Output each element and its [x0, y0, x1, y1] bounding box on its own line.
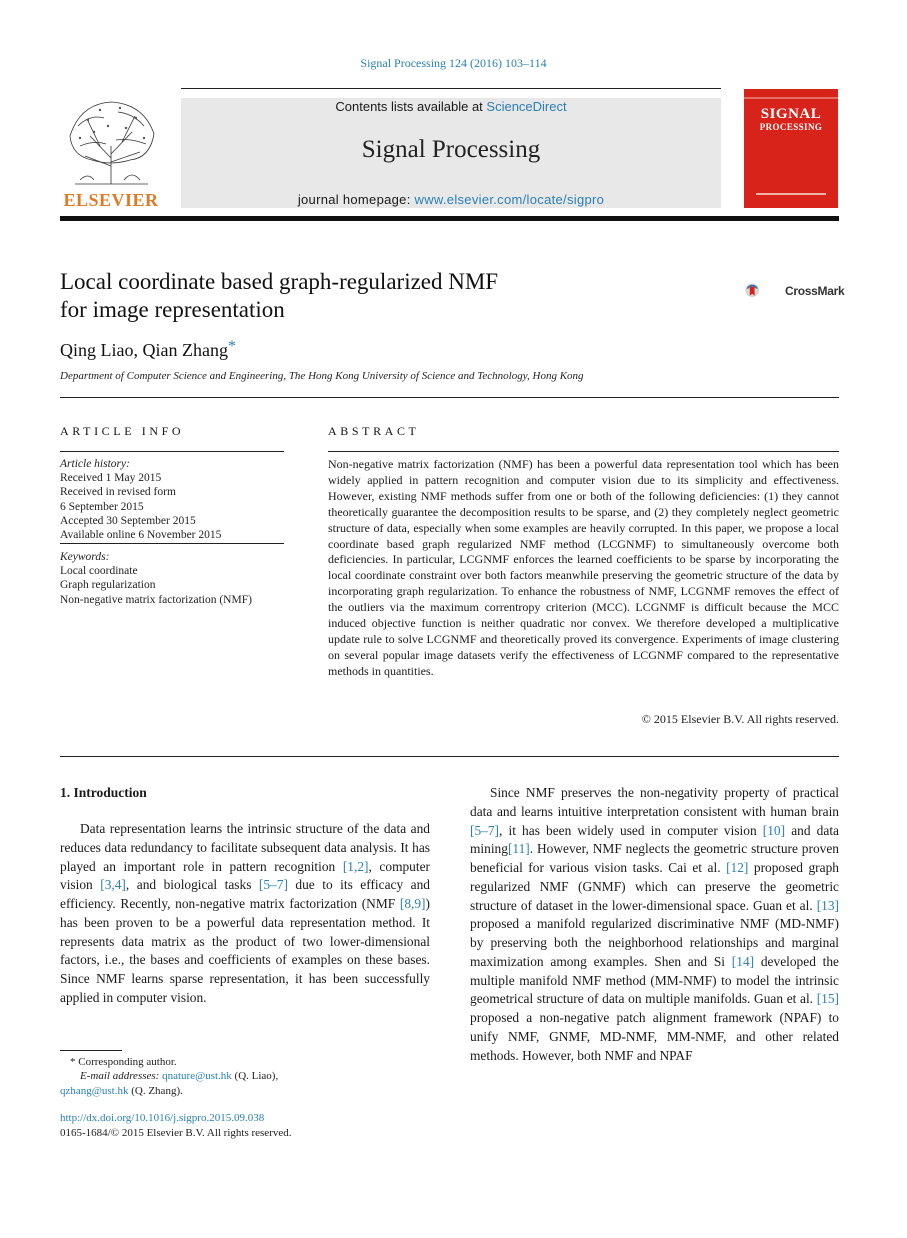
- keyword-item: Graph regularization: [60, 579, 156, 592]
- body-text: Data representation learns the intrinsic structure of the data and reduces data redundancy to facilitate subsequent data analysis. It has played an important role in pattern recognition: [60, 821, 430, 874]
- corresponding-author-mark[interactable]: *: [227, 338, 236, 355]
- citation-link[interactable]: [1,2]: [342, 858, 369, 874]
- keywords-block: [60, 550, 284, 607]
- body-text: developed the multiple manifold NMF method (MM-NMF) to model the intrinsic geometrical structure of data on multiple manifolds. Guan et al.: [470, 953, 839, 1007]
- article-history: [60, 457, 284, 542]
- sciencedirect-link[interactable]: ScienceDirect: [486, 99, 567, 114]
- affiliation: Department of Computer Science and Engineering, The Hong Kong University of Science and Technology, Hong Kong: [60, 370, 584, 382]
- article-info-heading: ARTICLE INFO: [60, 424, 185, 438]
- title-line-1: Local coordinate based graph-regularized NMF: [60, 269, 499, 294]
- issn-copyright: 0165-1684/© 2015 Elsevier B.V. All rights reserved.: [60, 1126, 292, 1139]
- contents-prefix: Contents lists available at: [335, 99, 487, 114]
- abstract-text: Non-negative matrix factorization (NMF) has been a powerful data representation tool which has been widely applied in pattern recognition and computer vision due to its simplicity and effectiveness. However, existing NMF methods suffer from one or both of the following deficiencies: (1) they cannot theoretically guarantee the decomposition results to be sparse, and (2) they completely neglect geometric structure of data, especially when some examples are heavily corrupted. In this paper, we propose a local coordinate based graph regularized NMF method (LCGNMF) to simultaneously overcome both deficiencies. In particular, LCGNMF enforces the learned coefficients to be sparse by incorporating the local coordinate constraint over both factors meanwhile preserving the geometric structure of the data by incorporating graph regularization. To enhance the robustness of NMF, LCGNMF removes the effect of the outliers via the maximum correntropy criterion (MCC). LCGNMF is difficult because the MCC induced objective function is neither quadratic nor convex. We therefore developed a multiplicative update rule to solve LCGNMF and theoretically proved its convergence. Experiments of image clustering on several popular image datasets verify the effectiveness of LCGNMF compared to the representative methods in quantities.: [328, 457, 839, 678]
- keywords-label: Keywords:: [60, 551, 110, 563]
- introduction-heading: 1. Introduction: [60, 785, 147, 800]
- body-text: , it has been widely used in computer vision: [499, 822, 763, 838]
- body-text: Since NMF preserves the non-negativity property of practical data and learns intuitive interpretation consistent with human brain: [470, 785, 839, 819]
- doi-link[interactable]: http://dx.doi.org/10.1016/j.sigpro.2015.09.038: [60, 1112, 265, 1125]
- citation-link[interactable]: [5–7]: [258, 877, 288, 893]
- body-text: , and biological tasks: [125, 877, 259, 893]
- article-info-rule: [60, 451, 284, 452]
- journal-homepage-line: [181, 192, 721, 207]
- homepage-prefix: journal homepage:: [297, 192, 415, 207]
- homepage-link[interactable]: www.elsevier.com/locate/sigpro: [414, 192, 605, 207]
- paper-title: [60, 268, 700, 324]
- body-text: proposed a non-negative patch alignment framework (NPAF) to unify NMF, GNMF, MD-NMF, MM-NMF, and other related methods. However, both NMF and NPAF: [470, 1010, 839, 1063]
- cover-title-line2: PROCESSING: [759, 122, 823, 132]
- journal-header-box: [181, 98, 721, 208]
- front-matter-bottom-rule: [60, 756, 839, 757]
- affiliation-rule: [60, 397, 839, 398]
- email-label: E-mail addresses:: [80, 1070, 163, 1083]
- article-history-label: Article history:: [60, 458, 130, 470]
- cover-bottom-stripe: [756, 193, 826, 195]
- journal-title: Signal Processing: [361, 136, 541, 163]
- elsevier-wordmark: ELSEVIER: [63, 190, 159, 210]
- citation-link[interactable]: [10]: [762, 822, 786, 838]
- intro-paragraph-1: [60, 820, 430, 1008]
- body-text: proposed a manifold regularized discriminative NMF (MD-NMF) by preserving both the neighborhood relationships and marginal maximization among examples. Shen and Si: [470, 916, 839, 969]
- history-item: Received in revised form: [60, 486, 176, 499]
- abstract-copyright: © 2015 Elsevier B.V. All rights reserved.: [641, 712, 839, 726]
- cover-title-line1: SIGNAL: [760, 106, 822, 122]
- footnote-rule: [60, 1050, 122, 1051]
- citation-link[interactable]: [12]: [726, 860, 749, 875]
- citation-link[interactable]: [15]: [816, 991, 839, 1007]
- citation-link[interactable]: [13]: [816, 897, 839, 913]
- body-text: due to its efficacy and efficiency. Recently, non-negative matrix factorization (NMF: [60, 877, 430, 911]
- header-top-rule: [181, 88, 721, 89]
- intro-right-column: [470, 784, 839, 1065]
- citation-link[interactable]: [8,9]: [399, 896, 426, 911]
- history-item: 6 September 2015: [60, 500, 144, 513]
- body-text: proposed graph regularized NMF (GNMF) which can preserve the geometric structure of dataset in the lower-dimensional space. Guan et al.: [470, 860, 839, 913]
- citation-link[interactable]: [5–7]: [470, 822, 500, 838]
- title-line-2: for image representation: [60, 297, 285, 322]
- author-list: [60, 338, 236, 361]
- cover-top-stripe: [744, 97, 838, 99]
- citation-link[interactable]: [3,4]: [100, 877, 126, 893]
- email-link-zhang[interactable]: qzhang@ust.hk: [60, 1084, 129, 1097]
- citation-link[interactable]: [11]: [507, 841, 530, 857]
- body-text: and data mining: [470, 822, 839, 857]
- corresponding-author-note: * Corresponding author.: [70, 1056, 177, 1068]
- history-item: Available online 6 November 2015: [60, 529, 222, 542]
- email-line-2: [60, 1084, 430, 1098]
- intro-paragraph-2: [470, 784, 839, 1065]
- email-link-liao[interactable]: qnature@ust.hk: [162, 1070, 232, 1083]
- header-thick-rule: [60, 216, 839, 221]
- crossmark-label[interactable]: CrossMark: [785, 284, 845, 298]
- abstract-heading: ABSTRACT: [328, 424, 420, 438]
- email-line: [60, 1069, 430, 1083]
- history-item: Accepted 30 September 2015: [60, 514, 196, 527]
- email-owner-zhang: (Q. Zhang).: [128, 1084, 183, 1097]
- footnotes: [60, 1055, 430, 1140]
- crossmark-icon[interactable]: [745, 271, 785, 311]
- email-owner-liao: (Q. Liao),: [231, 1070, 279, 1083]
- intro-left-column: [60, 820, 430, 1008]
- abstract-rule: [328, 451, 839, 452]
- citation-link[interactable]: [14]: [731, 953, 755, 969]
- history-item: Received 1 May 2015: [60, 472, 162, 485]
- body-text: . However, NMF neglects the geometric structure proven beneficial for various vision tasks. Cai et al.: [470, 841, 839, 875]
- journal-citation[interactable]: Signal Processing 124 (2016) 103–114: [360, 56, 547, 70]
- keyword-item: Local coordinate: [60, 565, 138, 578]
- authors-text: Qing Liao, Qian Zhang: [60, 340, 228, 360]
- keyword-item: Non-negative matrix factorization (NMF): [60, 593, 252, 606]
- journal-cover-thumbnail[interactable]: [744, 89, 838, 208]
- body-text: , computer vision: [60, 858, 430, 893]
- keywords-rule: [60, 543, 284, 544]
- contents-available-line: [181, 99, 721, 114]
- body-text: ) has been proven to be a powerful data representation method. It represents data matrix as the product of two lower-dimensional factors, i.e., the bases and coefficients of examples on these bases. Since NMF learns sparse representation, it has been successfully applied in computer vision.: [60, 896, 430, 1005]
